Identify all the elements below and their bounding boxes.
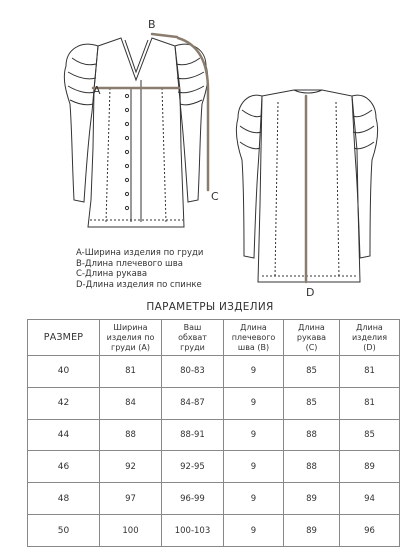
cell-bust: 96-99 <box>162 483 224 515</box>
header-chest-width: Ширина изделия по груди (A) <box>100 320 162 356</box>
table-row <box>28 387 400 419</box>
legend-item-b: B-Длина плечевого шва <box>76 258 184 269</box>
measure-c-sleeve <box>178 38 208 190</box>
cell-shoulder: 9 <box>224 451 284 483</box>
cell-shoulder: 9 <box>224 483 284 515</box>
cell-chest: 97 <box>100 483 162 515</box>
table-header-row <box>28 320 400 356</box>
header-your-bust: Ваш обхват груди <box>162 320 224 356</box>
legend-item-d: D-Длина изделия по спинке <box>76 279 202 290</box>
cell-shoulder: 9 <box>224 515 284 547</box>
table-row <box>28 356 400 388</box>
cell-bust: 80-83 <box>162 356 224 388</box>
measure-b-shoulder <box>152 34 177 37</box>
cell-length: 96 <box>340 515 400 547</box>
table-row <box>28 483 400 515</box>
header-size: РАЗМЕР <box>28 320 100 356</box>
cell-shoulder: 9 <box>224 387 284 419</box>
size-table <box>27 319 400 547</box>
cell-length: 81 <box>340 387 400 419</box>
cell-length: 89 <box>340 451 400 483</box>
cell-sleeve: 89 <box>284 515 340 547</box>
table-title: ПАРАМЕТРЫ ИЗДЕЛИЯ <box>146 301 274 313</box>
label-a: A <box>93 84 101 97</box>
label-c: C <box>211 190 219 203</box>
cell-size: 46 <box>28 451 100 483</box>
label-d: D <box>306 286 315 299</box>
legend-item-c: C-Длина рукава <box>76 269 148 279</box>
header-sleeve-length: Длина рукава (C) <box>284 320 340 356</box>
cell-sleeve: 88 <box>284 419 340 451</box>
cell-bust: 100-103 <box>162 515 224 547</box>
cell-bust: 88-91 <box>162 419 224 451</box>
cell-bust: 92-95 <box>162 451 224 483</box>
header-shoulder-length: Длина плечевого шва (B) <box>224 320 284 356</box>
cell-size: 48 <box>28 483 100 515</box>
table-row <box>28 515 400 547</box>
cell-chest: 88 <box>100 419 162 451</box>
cell-shoulder: 9 <box>224 419 284 451</box>
measurement-legend <box>76 248 203 290</box>
cell-chest: 81 <box>100 356 162 388</box>
cell-size: 50 <box>28 515 100 547</box>
cell-sleeve: 88 <box>284 451 340 483</box>
label-b: B <box>148 18 156 31</box>
cell-shoulder: 9 <box>224 356 284 388</box>
cell-chest: 92 <box>100 451 162 483</box>
cell-length: 85 <box>340 419 400 451</box>
cell-size: 44 <box>28 419 100 451</box>
cell-sleeve: 85 <box>284 387 340 419</box>
cell-sleeve: 89 <box>284 483 340 515</box>
cell-chest: 84 <box>100 387 162 419</box>
front-view-dress <box>64 38 207 227</box>
cell-length: 81 <box>340 356 400 388</box>
header-garment-length: Длина изделия (D) <box>340 320 400 356</box>
cell-bust: 84-87 <box>162 387 224 419</box>
cell-sleeve: 85 <box>284 356 340 388</box>
cell-size: 40 <box>28 356 100 388</box>
cell-size: 42 <box>28 387 100 419</box>
cell-length: 94 <box>340 483 400 515</box>
cell-chest: 100 <box>100 515 162 547</box>
legend-item-a: A-Ширина изделия по груди <box>76 248 204 258</box>
table-row <box>28 451 400 483</box>
table-row <box>28 419 400 451</box>
